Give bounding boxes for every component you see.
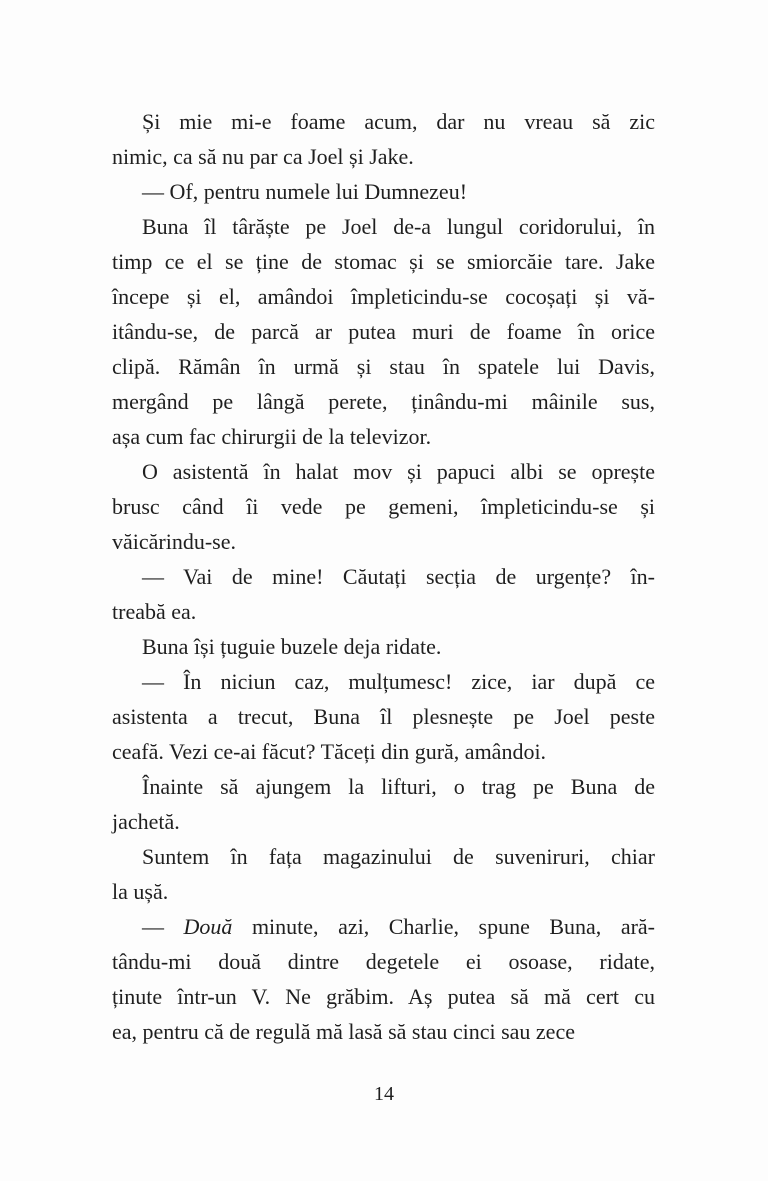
text-segment: ținute într-un V. Ne grăbim. Aș putea să mă cert cu	[112, 984, 655, 1009]
text-line	[112, 944, 655, 979]
text-segment: O asistentă în halat mov și papuci albi se oprește	[142, 459, 655, 484]
text-segment: — În niciun caz, mulțumesc! zice, iar după ce	[142, 669, 655, 694]
text-segment: văicărindu-se.	[112, 529, 236, 554]
text-line	[112, 664, 655, 699]
text-line	[112, 769, 655, 804]
text-line	[112, 349, 655, 384]
paragraph	[112, 664, 655, 769]
text-segment: jachetă.	[112, 809, 180, 834]
text-segment: Suntem în fața magazinului de suveniruri, chiar	[142, 844, 655, 869]
text-line	[112, 804, 655, 839]
text-line	[112, 279, 655, 314]
paragraph	[112, 769, 655, 839]
text-line	[112, 559, 655, 594]
paragraph	[112, 104, 655, 174]
text-line	[112, 699, 655, 734]
text-segment: Buna îl târăște pe Joel de-a lungul coridorului, în	[142, 214, 655, 239]
text-line	[112, 384, 655, 419]
text-segment: brusc când îi vede pe gemeni, împleticindu-se și	[112, 494, 655, 519]
text-segment: asistenta a trecut, Buna îl plesnește pe Joel peste	[112, 704, 655, 729]
paragraph	[112, 454, 655, 559]
text-segment: clipă. Rămân în urmă și stau în spatele lui Davis,	[112, 354, 655, 379]
text-segment: — Of, pentru numele lui Dumnezeu!	[142, 179, 468, 204]
text-segment: Înainte să ajungem la lifturi, o trag pe Buna de	[142, 774, 655, 799]
page-number: 14	[374, 1083, 394, 1105]
text-segment: —	[142, 914, 184, 939]
text-segment: treabă ea.	[112, 599, 197, 624]
text-segment: timp ce el se ține de stomac și se smiorcăie tare. Jake	[112, 249, 655, 274]
paragraph	[112, 209, 655, 454]
text-line	[112, 139, 655, 174]
text-line	[112, 1014, 655, 1049]
text-line	[112, 104, 655, 139]
text-segment: tându-mi două dintre degetele ei osoase, ridate,	[112, 949, 655, 974]
paragraph	[112, 839, 655, 909]
text-segment: la ușă.	[112, 879, 169, 904]
text-line	[112, 874, 655, 909]
text-line	[112, 629, 655, 664]
text-line	[112, 174, 655, 209]
text-line	[112, 454, 655, 489]
text-line	[112, 839, 655, 874]
text-segment: ceafă. Vezi ce-ai făcut? Tăceți din gură, amândoi.	[112, 739, 547, 764]
text-line	[112, 594, 655, 629]
text-segment: mergând pe lângă perete, ținându-mi mâinile sus,	[112, 389, 655, 414]
text-line	[112, 734, 655, 769]
paragraph	[112, 909, 655, 1049]
text-line	[112, 314, 655, 349]
paragraph	[112, 559, 655, 629]
paragraph	[112, 174, 655, 209]
text-segment: Buna își țuguie buzele deja ridate.	[142, 634, 442, 659]
text-segment: Și mie mi-e foame acum, dar nu vreau să zic	[142, 109, 655, 134]
text-line	[112, 489, 655, 524]
text-line	[112, 909, 655, 944]
text-segment: nimic, ca să nu par ca Joel și Jake.	[112, 144, 414, 169]
text-line	[112, 209, 655, 244]
italic-text: Două	[183, 914, 233, 939]
text-segment: itându-se, de parcă ar putea muri de foame în orice	[112, 319, 655, 344]
text-segment: ea, pentru că de regulă mă lasă să stau cinci sau zece	[112, 1019, 575, 1044]
page-text-block	[112, 104, 655, 1049]
text-segment: minute, azi, Charlie, spune Buna, ară-	[232, 914, 655, 939]
text-line	[112, 419, 655, 454]
paragraph	[112, 629, 655, 664]
text-segment: așa cum fac chirurgii de la televizor.	[112, 424, 432, 449]
text-line	[112, 524, 655, 559]
text-segment: — Vai de mine! Căutați secția de urgențe? în-	[142, 564, 655, 589]
text-segment: începe și el, amândoi împleticindu-se cocoșați și vă-	[112, 284, 655, 309]
text-line	[112, 244, 655, 279]
text-line	[112, 979, 655, 1014]
